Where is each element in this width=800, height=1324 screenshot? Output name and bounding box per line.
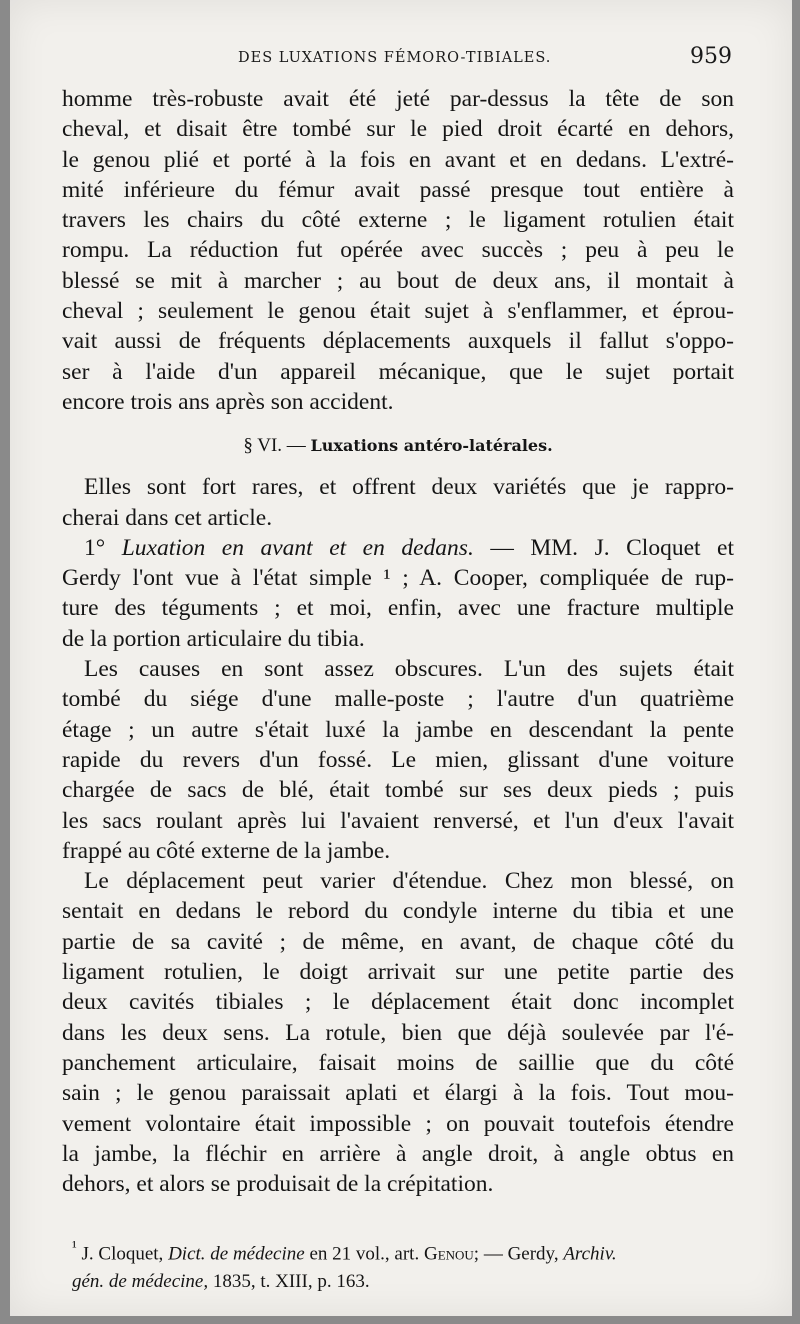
text-line: Gerdy l'ont vue à l'état simple ¹ ; A. Cooper, compliquée de rup- xyxy=(62,565,734,592)
text-line: frappé au côté externe de la jambe. xyxy=(62,837,391,864)
footnote-line xyxy=(72,1268,732,1296)
page-number: 959 xyxy=(690,44,732,69)
text-line: ligament rotulien, le doigt arrivait sur une petite partie des xyxy=(62,959,734,986)
text-line: deux cavités tibiales ; le déplacement était donc incomplet xyxy=(62,989,734,1016)
footnote-line xyxy=(72,1234,732,1268)
text-line: panchement articulaire, faisait moins de saillie que du côté xyxy=(62,1049,734,1076)
text-line: dehors, et alors se produisait de la crépitation. xyxy=(62,1171,494,1198)
text-line: tombé du siége d'une malle-poste ; l'autre d'un quatrième xyxy=(62,686,734,713)
text-line: sentait en dedans le rebord du condyle interne du tibia et une xyxy=(62,898,734,925)
footnote-author: J. Cloquet, xyxy=(81,1243,164,1265)
text-line: Les causes en sont assez obscures. L'un des sujets était xyxy=(84,656,734,683)
text-line: cheval, et disait être tombé sur le pied droit écarté en dehors, xyxy=(62,116,734,143)
paragraph-3 xyxy=(62,533,734,654)
text-line: le genou plié et porté à la fois en avant et en dedans. L'extré- xyxy=(62,146,734,173)
subsection-title: Luxation en avant et en dedans. xyxy=(121,534,474,561)
list-marker: 1° xyxy=(84,534,106,561)
text-line: partie de sa cavité ; de même, en avant, de chaque côté du xyxy=(62,928,734,955)
text-line: chargée de sacs de blé, était tombé sur ses deux pieds ; puis xyxy=(62,777,734,804)
footnote-journal: Archiv. xyxy=(563,1243,617,1265)
text-line: cherai dans cet article. xyxy=(62,504,273,531)
paragraph-1 xyxy=(62,84,734,417)
paragraph-2 xyxy=(62,472,734,533)
text-line: Elles sont fort rares, et offrent deux variétés que je rappro- xyxy=(84,474,734,501)
footnote-journal-cont: gén. de médecine, xyxy=(72,1271,209,1293)
footnote-text: ; — Gerdy, xyxy=(473,1243,559,1265)
text-line: sain ; le genou paraissait aplati et élargi à la fois. Tout mou- xyxy=(62,1080,734,1107)
text-line: travers les chairs du côté externe ; le ligament rotulien était xyxy=(62,207,734,234)
text-fragment: — MM. J. Cloquet et xyxy=(473,534,734,561)
running-title: DES LUXATIONS FÉMORO-TIBIALES. xyxy=(238,50,552,66)
text-line: ser à l'aide d'un appareil mécanique, que le sujet portait xyxy=(62,358,734,385)
text-line: les sacs roulant après lui l'avaient renversé, et l'un d'eux l'avait xyxy=(62,807,734,834)
footnote-article: Genou xyxy=(423,1243,474,1265)
section-heading xyxy=(62,433,734,459)
text-line: étage ; un autre s'était luxé la jambe en descendant la pente xyxy=(62,716,734,743)
footnote-mark: ¹ xyxy=(72,1239,77,1256)
body-text xyxy=(62,84,734,1199)
section-number: § VI. — xyxy=(243,435,306,457)
section-title: Luxations antéro-latérales. xyxy=(310,436,553,456)
footnote-text: en 21 vol., art. xyxy=(309,1243,420,1265)
text-line: Le déplacement peut varier d'étendue. Chez mon blessé, on xyxy=(84,868,734,895)
text-line: rapide du revers d'un fossé. Le mien, glissant d'une voiture xyxy=(62,746,734,773)
paragraph-4 xyxy=(62,654,734,866)
text-line: rompu. La réduction fut opérée avec succès ; peu à peu le xyxy=(62,237,734,264)
text-line: mité inférieure du fémur avait passé presque tout entière à xyxy=(62,176,734,203)
text-line: vait aussi de fréquents déplacements auxquels il fallut s'oppo- xyxy=(62,328,734,355)
text-line xyxy=(62,533,734,563)
footnote-work: Dict. de médecine xyxy=(168,1243,305,1265)
footnote-citation: 1835, t. XIII, p. 163. xyxy=(212,1271,370,1293)
text-line: cheval ; seulement le genou était sujet à s'enflammer, et éprou- xyxy=(62,298,734,325)
text-line: la jambe, la fléchir en arrière à angle droit, à angle obtus en xyxy=(62,1140,734,1167)
book-page xyxy=(10,0,792,1316)
text-line: homme très-robuste avait été jeté par-dessus la tête de son xyxy=(62,86,734,112)
text-line: ture des téguments ; et moi, enfin, avec une fracture multiple xyxy=(62,595,734,622)
text-line: blessé se mit à marcher ; au bout de deux ans, il montait à xyxy=(62,267,734,294)
text-line: encore trois ans après son accident. xyxy=(62,388,394,415)
text-line: vement volontaire était impossible ; on pouvait toutefois étendre xyxy=(62,1110,734,1137)
footnote xyxy=(72,1234,732,1296)
text-line: dans les deux sens. La rotule, bien que déjà soulevée par l'é- xyxy=(62,1019,734,1046)
text-line: de la portion articulaire du tibia. xyxy=(62,625,365,652)
paragraph-5 xyxy=(62,866,734,1199)
page-header xyxy=(70,44,730,74)
